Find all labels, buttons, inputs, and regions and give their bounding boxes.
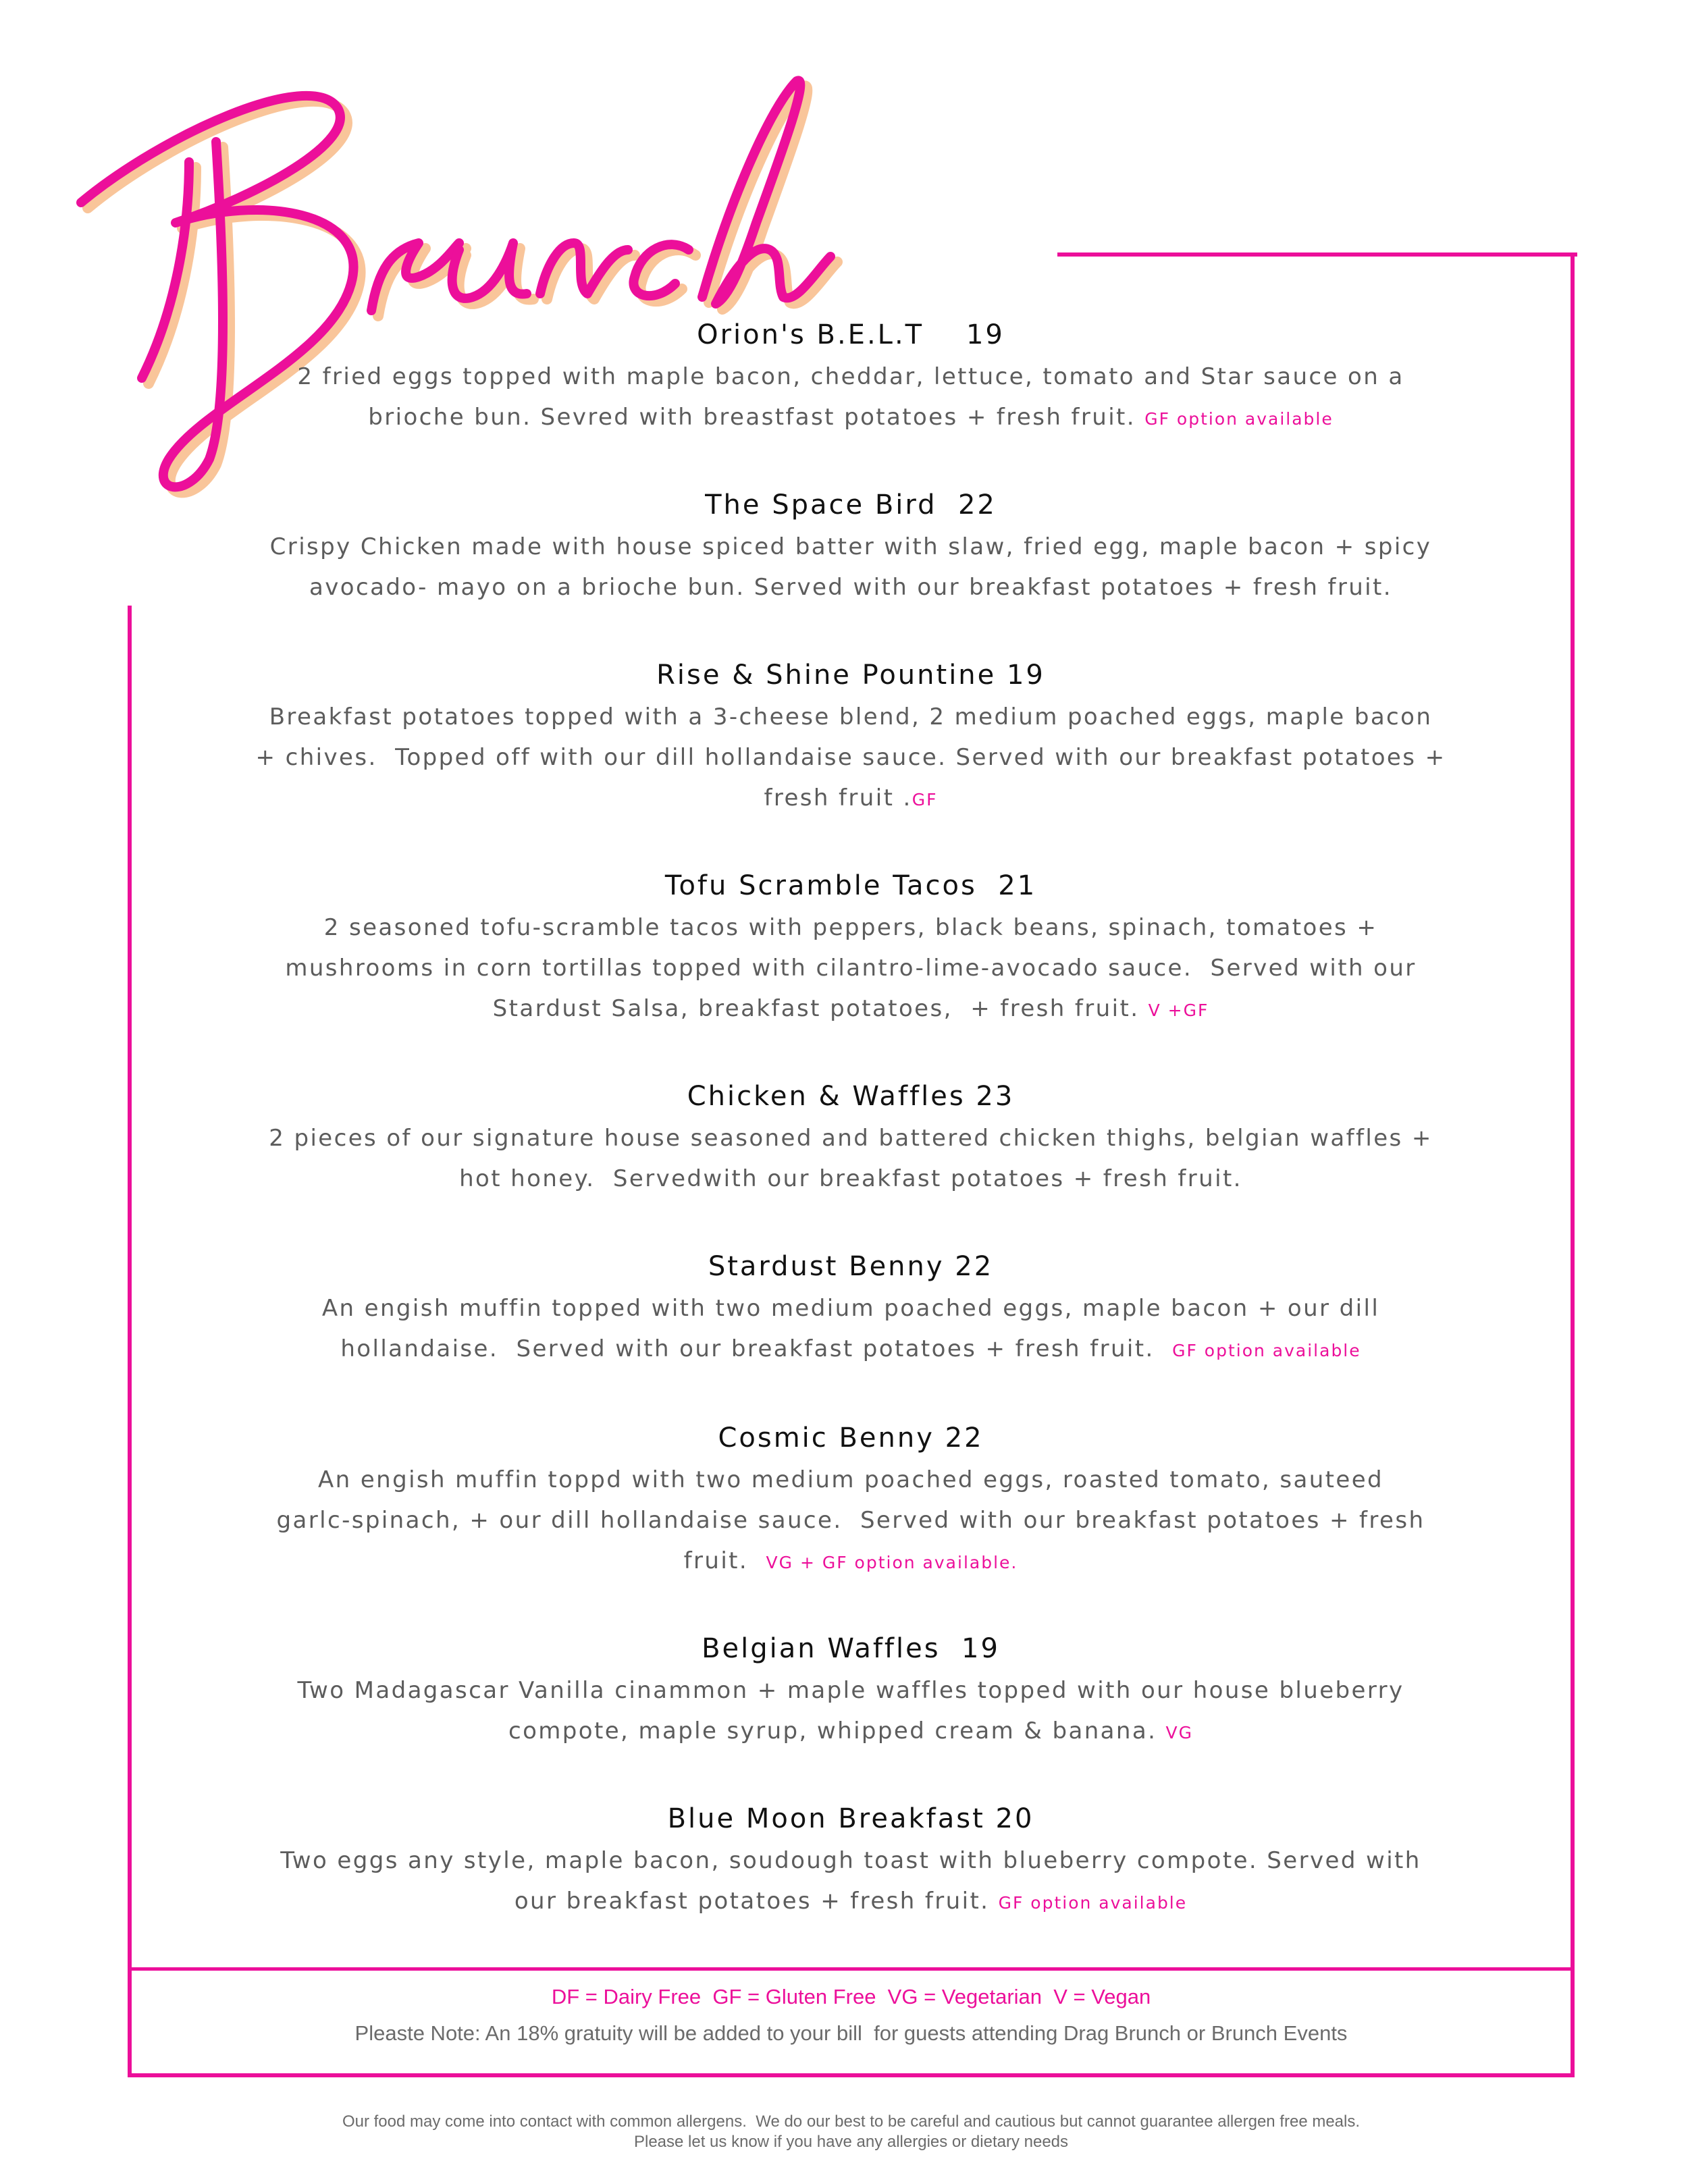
disclaimer-line: Our food may come into contact with common allergens. We do our best to be careful and cautious but cannot guarantee allergen free meals. bbox=[342, 2112, 1361, 2131]
menu-item bbox=[203, 868, 1499, 1031]
frame-top-border bbox=[1057, 252, 1577, 257]
menu-item-description bbox=[203, 527, 1499, 610]
menu-item-name: The Space Bird 22 bbox=[705, 489, 997, 521]
page-title bbox=[54, 27, 864, 513]
menu-item bbox=[203, 317, 1499, 440]
frame-left-border bbox=[128, 606, 132, 2077]
menu-item-description bbox=[203, 1118, 1499, 1201]
menu-item-description bbox=[203, 697, 1499, 820]
menu-item bbox=[203, 1079, 1499, 1201]
menu-item-description bbox=[203, 1460, 1499, 1583]
dietary-tag: GF option available bbox=[998, 1893, 1188, 1913]
menu-item-description bbox=[203, 907, 1499, 1031]
menu-item-desc-text: Crispy Chicken made with house spiced batter with slaw, fried egg, maple bacon + spicy avocado- mayo on a brioche bun. Served with our breakfast potatoes + fresh fruit. bbox=[269, 533, 1432, 601]
menu-item-desc-text: 2 pieces of our signature house seasoned and battered chicken thighs, belgian waffles + hot honey. Servedwith our breakfast potatoes + fresh fruit. bbox=[269, 1125, 1433, 1192]
menu-item-name: Stardust Benny 22 bbox=[708, 1251, 994, 1282]
menu-item bbox=[203, 1801, 1499, 1923]
frame-bottom-border bbox=[128, 2073, 1575, 2077]
frame-divider bbox=[128, 1967, 1575, 1971]
menu-item-name: Blue Moon Breakfast 20 bbox=[667, 1803, 1034, 1834]
menu-item-name: Cosmic Benny 22 bbox=[718, 1422, 984, 1454]
menu-item bbox=[203, 1249, 1499, 1371]
dietary-tag: VG + GF option available. bbox=[766, 1553, 1018, 1572]
dietary-tag: VG bbox=[1165, 1723, 1194, 1742]
menu-item-name: Orion's B.E.L.T 19 bbox=[697, 319, 1005, 350]
menu-item bbox=[203, 1631, 1499, 1753]
menu-item-name: Chicken & Waffles 23 bbox=[687, 1081, 1015, 1112]
dietary-tag: GF bbox=[912, 790, 938, 809]
disclaimer-line: Please let us know if you have any allergies or dietary needs bbox=[633, 2133, 1069, 2151]
menu-item-name: Tofu Scramble Tacos 21 bbox=[664, 870, 1037, 901]
menu-item-description bbox=[203, 1840, 1499, 1923]
gratuity-note: Pleaste Note: An 18% gratuity will be added to your bill for guests attending Drag Brunch or Brunch Events bbox=[354, 2021, 1348, 2045]
menu-item-description bbox=[203, 356, 1499, 440]
menu-item bbox=[203, 487, 1499, 610]
menu-item-desc-text: Two Madagascar Vanilla cinammon + maple waffles topped with our house blueberry compote, maple syrup, whipped cream & banana. bbox=[297, 1677, 1404, 1744]
menu-item-desc-text: Two eggs any style, maple bacon, soudough toast with blueberry compote. Served with our breakfast potatoes + fresh fruit. bbox=[280, 1847, 1421, 1915]
menu-item-description bbox=[203, 1288, 1499, 1371]
dietary-tag: V +GF bbox=[1148, 1001, 1209, 1020]
menu-item-desc-text: An engish muffin toppd with two medium poached eggs, roasted tomato, sauteed garlc-spinach, + our dill hollandaise sauce. Served with our breakfast potatoes + fresh fruit. bbox=[276, 1466, 1425, 1574]
menu-item-name: Rise & Shine Pountine 19 bbox=[656, 660, 1045, 691]
frame-right-border bbox=[1571, 252, 1575, 2077]
dietary-tag: GF option available bbox=[1172, 1341, 1361, 1360]
menu-item-desc-text: 2 seasoned tofu-scramble tacos with peppers, black beans, spinach, tomatoes + mushrooms in corn tortillas topped with cilantro-lime-avocado sauce. Served with our Stardust Salsa, breakfast potatoes, + fresh fruit. bbox=[285, 914, 1417, 1022]
menu-item bbox=[203, 1420, 1499, 1583]
menu-item-desc-text: 2 fried eggs topped with maple bacon, cheddar, lettuce, tomato and Star sauce on a brioche bun. Sevred with breastfast potatoes + fresh fruit. bbox=[297, 363, 1404, 431]
allergen-disclaimer bbox=[135, 2112, 1567, 2152]
menu-item bbox=[203, 658, 1499, 820]
menu-item-desc-text: An engish muffin topped with two medium poached eggs, maple bacon + our dill hollandaise. Served with our breakfast potatoes + fresh fruit. bbox=[321, 1295, 1380, 1362]
dietary-tag: GF option available bbox=[1144, 409, 1334, 429]
menu-item-desc-text: Breakfast potatoes topped with a 3-cheese blend, 2 medium poached eggs, maple bacon + chives. Topped off with our dill hollandaise sauce. Served with our breakfast potatoes + fresh fruit . bbox=[255, 703, 1446, 811]
menu-item-description bbox=[203, 1670, 1499, 1753]
menu-item-name: Belgian Waffles 19 bbox=[702, 1633, 1000, 1664]
dietary-legend: DF = Dairy Free GF = Gluten Free VG = Vegetarian V = Vegan bbox=[551, 1985, 1151, 2008]
